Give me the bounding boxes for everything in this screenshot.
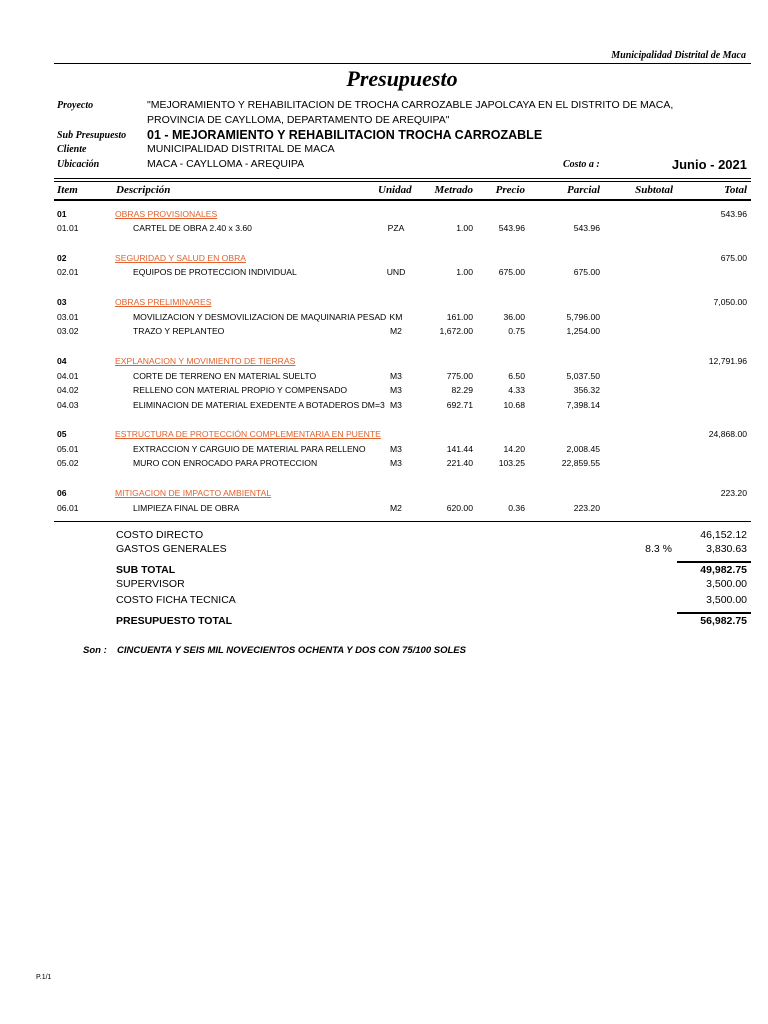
proyecto-line2: PROVINCIA DE CAYLLOMA, DEPARTAMENTO DE AREQUIPA" <box>147 114 450 126</box>
row-unidad: M3 <box>390 458 402 468</box>
col-metrado: Metrado <box>434 184 473 196</box>
ubicacion-value: MACA - CAYLLOMA - AREQUIPA <box>147 158 305 170</box>
row-metrado: 1,672.00 <box>439 326 473 336</box>
table-row <box>0 442 768 456</box>
row-precio: 543.96 <box>498 223 525 233</box>
row-unidad: M2 <box>390 503 402 513</box>
row-metrado: 221.40 <box>446 458 473 468</box>
row-total: 223.20 <box>720 488 747 498</box>
row-desc: OBRAS PRELIMINARES <box>115 297 212 307</box>
row-precio: 0.36 <box>508 503 525 513</box>
row-desc: MURO CON ENROCADO PARA PROTECCION <box>133 458 318 468</box>
col-parcial: Parcial <box>567 184 600 196</box>
row-unidad: M2 <box>390 326 402 336</box>
table-row <box>0 265 768 279</box>
row-desc: TRAZO Y REPLANTEO <box>133 326 225 336</box>
summary-costo-directo <box>0 528 768 543</box>
row-desc: RELLENO CON MATERIAL PROPIO Y COMPENSADO <box>133 385 348 395</box>
row-parcial: 223.20 <box>573 503 600 513</box>
row-item: 06.01 <box>57 503 79 513</box>
row-unidad: M3 <box>390 444 402 454</box>
row-unidad: M3 <box>390 371 402 381</box>
col-item: Item <box>57 184 78 196</box>
row-total: 543.96 <box>720 209 747 219</box>
col-descripcion: Descripción <box>116 184 171 196</box>
cliente-label: Cliente <box>57 144 87 155</box>
proyecto-line1: "MEJORAMIENTO Y REHABILITACION DE TROCHA CARROZABLE JAPOLCAYA EN EL DISTRITO DE MACA, <box>147 99 674 111</box>
proyecto-label: Proyecto <box>57 100 94 111</box>
page-number: P.1/1 <box>36 974 52 981</box>
row-item: 05.02 <box>57 458 79 468</box>
row-desc: CORTE DE TERRENO EN MATERIAL SUELTO <box>133 371 317 381</box>
row-metrado: 1.00 <box>456 223 473 233</box>
col-total: Total <box>724 184 747 196</box>
costo-date: Junio - 2021 <box>671 157 747 172</box>
row-item: 01 <box>57 209 67 219</box>
row-item: 04.03 <box>57 400 79 410</box>
row-metrado: 82.29 <box>451 385 473 395</box>
summary-label: GASTOS GENERALES <box>116 543 227 555</box>
table-row <box>0 324 768 338</box>
row-parcial: 675.00 <box>573 267 600 277</box>
row-unidad: M3 <box>390 400 402 410</box>
row-metrado: 1.00 <box>456 267 473 277</box>
table-row <box>0 310 768 324</box>
row-metrado: 141.44 <box>446 444 473 454</box>
table-row <box>0 427 768 441</box>
municipality-name: Municipalidad Distrital de Maca <box>611 50 746 61</box>
row-item: 02 <box>57 253 67 263</box>
row-parcial: 356.32 <box>573 385 600 395</box>
row-precio: 10.68 <box>503 400 525 410</box>
table-row <box>0 456 768 470</box>
row-unidad: M3 <box>390 385 402 395</box>
row-precio: 103.25 <box>498 458 525 468</box>
row-metrado: 620.00 <box>446 503 473 513</box>
header-rule <box>54 63 751 64</box>
table-row <box>0 501 768 515</box>
ubicacion-label: Ubicación <box>57 159 100 170</box>
row-item: 03.02 <box>57 326 79 336</box>
row-item: 04 <box>57 356 67 366</box>
col-unidad: Unidad <box>378 184 412 196</box>
row-desc: LIMPIEZA FINAL DE OBRA <box>133 503 240 513</box>
summary-gastos-generales <box>0 542 768 557</box>
row-precio: 4.33 <box>508 385 525 395</box>
summary-value: 49,982.75 <box>700 564 747 576</box>
row-item: 03 <box>57 297 67 307</box>
row-parcial: 2,008.45 <box>566 444 600 454</box>
col-precio: Precio <box>495 184 525 196</box>
summary-value: 3,500.00 <box>706 594 747 606</box>
row-desc: CARTEL DE OBRA 2.40 x 3.60 <box>133 223 252 233</box>
table-row <box>0 398 768 412</box>
row-precio: 36.00 <box>503 312 525 322</box>
row-parcial: 7,398.14 <box>566 400 600 410</box>
row-desc: MITIGACION DE IMPACTO AMBIENTAL <box>115 488 272 498</box>
row-item: 04.02 <box>57 385 79 395</box>
summary-label: COSTO FICHA TECNICA <box>116 594 236 606</box>
table-row <box>0 369 768 383</box>
row-metrado: 692.71 <box>446 400 473 410</box>
row-item: 03.01 <box>57 312 79 322</box>
summary-value: 3,500.00 <box>706 578 747 590</box>
row-parcial: 5,037.50 <box>566 371 600 381</box>
row-total: 7,050.00 <box>713 297 747 307</box>
row-precio: 14.20 <box>503 444 525 454</box>
table-row <box>0 486 768 500</box>
page-title: Presupuesto <box>346 66 458 91</box>
row-parcial: 1,254.00 <box>566 326 600 336</box>
row-metrado: 775.00 <box>446 371 473 381</box>
row-parcial: 22,859.55 <box>561 458 600 468</box>
row-desc: MOVILIZACION Y DESMOVILIZACION DE MAQUINARIA PESAD <box>133 312 387 322</box>
row-item: 05.01 <box>57 444 79 454</box>
row-desc: EXTRACCION Y CARGUIO DE MATERIAL PARA RELLENO <box>133 444 366 454</box>
row-precio: 6.50 <box>508 371 525 381</box>
table-row <box>0 251 768 265</box>
summary-label: SUB TOTAL <box>116 564 176 576</box>
subpresupuesto-label: Sub Presupuesto <box>57 130 127 141</box>
row-precio: 0.75 <box>508 326 525 336</box>
summary-value: 46,152.12 <box>700 529 747 541</box>
row-item: 01.01 <box>57 223 79 233</box>
row-parcial: 543.96 <box>573 223 600 233</box>
row-item: 04.01 <box>57 371 79 381</box>
row-desc: SEGURIDAD Y SALUD EN OBRA <box>115 253 247 263</box>
table-header-top-rule-2 <box>54 181 751 182</box>
son-label: Son : <box>83 645 107 656</box>
row-item: 06 <box>57 488 67 498</box>
summary-percent: 8.3 % <box>645 543 672 555</box>
row-unidad: PZA <box>387 223 405 233</box>
table-row <box>0 207 768 221</box>
cliente-value: MUNICIPALIDAD DISTRITAL DE MACA <box>147 143 335 155</box>
summary-supervisor <box>0 577 768 592</box>
row-metrado: 161.00 <box>446 312 473 322</box>
row-precio: 675.00 <box>498 267 525 277</box>
summary-presupuesto-total <box>0 614 768 629</box>
summary-value: 3,830.63 <box>706 543 747 555</box>
row-desc: EXPLANACION Y MOVIMIENTO DE TIERRAS <box>115 356 296 366</box>
costo-label: Costo a : <box>563 159 600 170</box>
row-total: 12,791.96 <box>708 356 747 366</box>
row-item: 02.01 <box>57 267 79 277</box>
summary-costo-ficha <box>0 593 768 608</box>
row-total: 675.00 <box>720 253 747 263</box>
row-item: 05 <box>57 429 67 439</box>
row-total: 24,868.00 <box>708 429 747 439</box>
summary-value: 56,982.75 <box>700 615 747 627</box>
summary-sub-total <box>0 563 768 578</box>
col-subtotal: Subtotal <box>635 184 673 196</box>
son-text: CINCUENTA Y SEIS MIL NOVECIENTOS OCHENTA Y DOS CON 75/100 SOLES <box>117 645 466 656</box>
table-row <box>0 221 768 235</box>
row-unidad: UND <box>386 267 406 277</box>
table-header-top-rule <box>54 178 751 179</box>
subpresupuesto-value: 01 - MEJORAMIENTO Y REHABILITACION TROCHA CARROZABLE <box>147 128 543 142</box>
table-header-bottom-rule <box>54 199 751 201</box>
summary-label: COSTO DIRECTO <box>116 529 204 541</box>
row-desc: ELIMINACION DE MATERIAL EXEDENTE A BOTADEROS DM=3 <box>133 400 385 410</box>
row-unidad: KM <box>389 312 403 322</box>
table-row <box>0 295 768 309</box>
table-row <box>0 383 768 397</box>
row-desc: OBRAS PROVISIONALES <box>115 209 218 219</box>
row-parcial: 5,796.00 <box>566 312 600 322</box>
row-desc: ESTRUCTURA DE PROTECCIÓN COMPLEMENTARIA EN PUENTE <box>115 429 381 439</box>
summary-label: PRESUPUESTO TOTAL <box>116 615 233 627</box>
table-end-rule <box>54 521 751 522</box>
table-row <box>0 354 768 368</box>
row-desc: EQUIPOS DE PROTECCION INDIVIDUAL <box>133 267 297 277</box>
summary-label: SUPERVISOR <box>116 578 185 590</box>
